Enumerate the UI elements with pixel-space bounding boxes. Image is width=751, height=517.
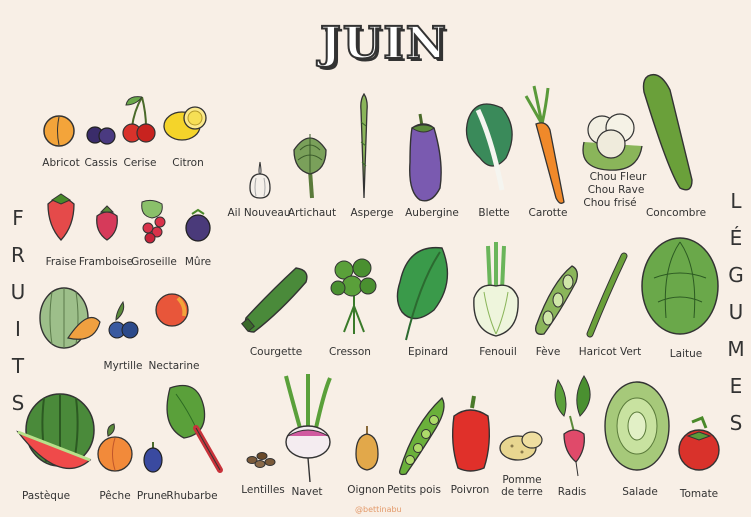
raspberry-icon [92,204,122,242]
fennel-icon [470,240,522,338]
label-tomate: Tomate [679,488,719,500]
label-fenouil: Fenouil [479,346,517,358]
label-citron: Citron [172,157,204,169]
side-letter: I [15,317,21,341]
redcurrant-icon [136,198,172,244]
label-petitspois: Petits pois [387,484,441,496]
label-pasteque: Pastèque [21,490,71,502]
garlic-icon [246,160,274,200]
zucchini-icon [240,262,312,338]
turnip-icon [280,372,336,484]
side-letter: G [728,263,744,287]
cucumber-icon [640,70,696,194]
label-aubergine: Aubergine [405,207,459,219]
label-groseille: Groseille [131,256,177,268]
label-epinard: Epinard [407,346,449,358]
melon-icon [38,282,102,352]
label-haricot: Haricot Vert [578,346,642,358]
rhubarb-icon [162,382,226,472]
label-framboise: Framboise [78,256,134,268]
label-oignon: Oignon [347,484,385,496]
blackberry-icon [184,210,212,242]
side-letter: R [11,243,25,267]
side-letter: S [11,391,25,415]
spinach-icon [392,242,456,342]
label-chou-rave: Chou Rave [587,184,645,196]
eggplant-icon [404,112,446,204]
label-cerise: Cerise [123,157,157,169]
label-asperge: Asperge [350,207,394,219]
label-chou-frise: Chou frisé [583,197,637,209]
asparagus-icon [352,92,376,200]
label-myrtille: Myrtille [103,360,143,372]
label-courgette: Courgette [249,346,303,358]
label-pomme: Pomme [502,474,542,486]
label-lentilles: Lentilles [241,484,285,496]
label-rhubarbe: Rhubarbe [166,490,218,502]
artichoke-icon [290,130,330,200]
label-cresson: Cresson [329,346,371,358]
strawberry-icon [44,192,78,242]
peas-icon [396,394,448,476]
nectarine-icon [154,290,190,330]
chard-icon [462,100,520,200]
label-carotte: Carotte [528,207,568,219]
label-cassis: Cassis [84,157,118,169]
potato-icon [498,426,544,462]
label-blette: Blette [478,207,510,219]
label-navet: Navet [291,486,323,498]
label-chou-fleur: Chou Fleur [589,171,647,183]
side-letter: T [11,354,25,378]
tomato-icon [676,414,722,472]
label-radis: Radis [557,486,587,498]
label-prune: Prune [136,490,168,502]
side-letter: S [729,411,743,435]
label-artichaut: Artichaut [287,207,337,219]
label-ail: Ail Nouveau [227,207,291,219]
label-feve: Fève [535,346,561,358]
lemon-icon [162,102,210,144]
broad-bean-icon [532,262,582,336]
label-fraise: Fraise [45,256,77,268]
side-letter: U [728,300,744,324]
side-letter: E [729,374,743,398]
label-peche: Pêche [99,490,131,502]
label-mure: Mûre [184,256,212,268]
watermelon-icon [16,390,96,478]
page-title: JUIN [320,18,448,69]
onion-icon [352,424,382,472]
apricot-icon [42,113,76,147]
label-salade: Salade [622,486,658,498]
carrot-icon [520,84,570,208]
side-letter: U [10,280,26,304]
label-nectarine: Nectarine [148,360,200,372]
green-bean-icon [586,254,628,338]
lentils-icon [244,446,278,470]
peach-icon [96,420,134,478]
side-letter: M [727,337,745,361]
side-label-legumes [724,183,748,442]
cherry-icon [122,93,156,145]
bell-pepper-icon [448,394,494,474]
label-laitue: Laitue [669,348,703,360]
blackcurrant-icon [86,120,116,146]
lettuce-icon [640,228,720,338]
blueberry-icon [108,300,138,342]
radish-icon [550,372,600,480]
label-de-terre: de terre [501,486,543,498]
side-letter: F [12,206,24,230]
side-label-fruits [6,200,30,422]
label-poivron: Poivron [450,484,490,496]
credit-text: @bettinabu [355,505,402,514]
side-letter: É [729,226,743,250]
cabbage-icon [602,378,672,474]
plum-icon [142,440,164,474]
label-concombre: Concombre [645,207,707,219]
watercress-icon [330,256,380,336]
label-abricot: Abricot [42,157,80,169]
side-letter: L [730,189,742,213]
